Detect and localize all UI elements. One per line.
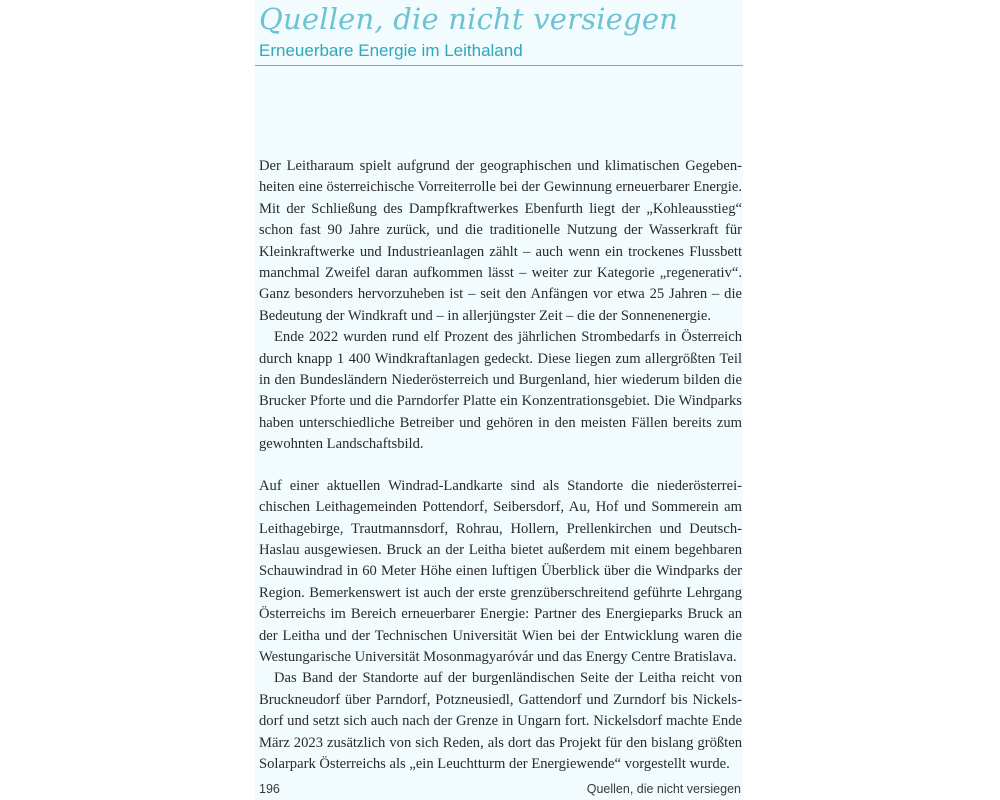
chapter-subtitle: Erneuerbare Energie im Leithaland bbox=[259, 41, 523, 60]
paragraph-wind-map: Auf einer aktuellen Windrad-Landkarte sind als Standorte die niederösterreichischen Leithagemeinden Pottendorf, Seibersdorf, Au, Hof und Sommerein am Leithagebirge, Trautmannsdorf, Rohrau, Hollern, Prellenkirchen und Deutsch-Haslau ausgewiesen. Bruck an der Leitha bietet außerdem mit einem begehbaren Schauwindrad in 60 Meter Höhe einen luftigen Überblick über die Windparks der Region. Bemerkenswert ist auch der erste grenzüberschreitend geführte Lehrgang Österreichs im Bereich erneuerbarer Energie: Partner des Energieparks Bruck an der Leitha und der Technischen Universität Wien bei der Entwicklung waren die Westungarische Universität Mosonmagyaróvár und das Energy Centre Bratislava. bbox=[259, 477, 742, 665]
body-text bbox=[259, 156, 742, 775]
book-page bbox=[255, 0, 743, 800]
paragraph-burgenland-sites: Das Band der Standorte auf der burgenländischen Seite der Leitha reicht von Bruckneudorf über Parndorf, Potzneusiedl, Gattendorf und Zurndorf bis Nickelsdorf und setzt sich auch nach der Grenze in Ungarn fort. Nickelsdorf machte Ende März 2023 zusätzlich von sich Reden, als dort das Projekt für den bislang größten Solarpark Österreichs als „ein Leuchtturm der Energiewende“ vorgestellt wurde. bbox=[259, 670, 742, 772]
title-divider bbox=[255, 65, 743, 66]
page-number: 196 bbox=[259, 782, 280, 796]
paragraph-wind-statistics: Ende 2022 wurden rund elf Prozent des jährlichen Strombedarfs in Österreich durch knapp 1 400 Windkraftanlagen gedeckt. Diese liegen zum allergrößten Teil in den Bundesländern Niederösterreich und Burgenland, hier wiederum bilden die Brucker Pforte und die Parndorfer Platte ein Konzentrationsgebiet. Die Windparks haben unterschiedliche Betreiber und gehören in den meisten Fällen bereits zum gewohnten Landschaftsbild. bbox=[259, 329, 742, 453]
chapter-title: Quellen, die nicht versiegen bbox=[259, 2, 679, 36]
running-footer-title: Quellen, die nicht versiegen bbox=[586, 782, 741, 796]
paragraph-intro: Der Leitharaum spielt aufgrund der geographischen und klimatischen Gegebenheiten eine österreichische Vorreiterrolle bei der Gewinnung erneuerbarer Energie. Mit der Schließung des Dampfkraftwerkes Ebenfurth liegt der „Kohleausstieg“ schon fast 90 Jahre zurück, und die traditionelle Nutzung der Wasserkraft für Kleinkraftwerke und Industrieanlagen zählt – auch wenn ein trockenes Flussbett manchmal Zweifel daran aufkommen lässt – weiter zur Kategorie „regenerativ“. Ganz besonders hervorzuheben ist – seit den Anfängen vor etwa 25 Jahren – die Bedeutung der Windkraft und – in allerjüngster Zeit – die der Sonnenenergie. bbox=[259, 158, 742, 324]
